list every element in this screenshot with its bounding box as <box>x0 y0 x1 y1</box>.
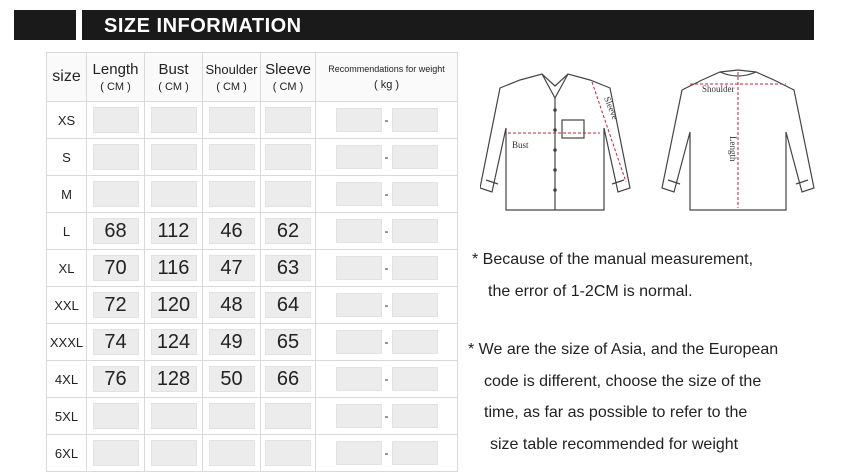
shoulder-cell <box>203 287 261 324</box>
sleeve-value <box>265 107 311 133</box>
shoulder-value <box>209 181 255 207</box>
length-label: Length <box>728 136 738 162</box>
table-row <box>47 361 458 398</box>
weight-separator: - <box>384 298 389 312</box>
length-cell <box>87 398 145 435</box>
bust-value <box>151 107 197 133</box>
weight-cell <box>316 361 458 398</box>
note1-line1: * Because of the manual measurement, <box>472 251 754 268</box>
bust-value <box>151 181 197 207</box>
weight-min-box <box>336 256 382 280</box>
weight-max-box <box>392 330 438 354</box>
bust-cell <box>145 139 203 176</box>
header-unit: ( CM ) <box>216 80 247 93</box>
header-label: Sleeve <box>265 60 311 78</box>
header-label: Recommendations for weight <box>328 63 445 74</box>
bust-cell <box>145 324 203 361</box>
note2-line1: * We are the size of Asia, and the European <box>468 341 779 358</box>
weight-cell <box>316 398 458 435</box>
table-row <box>47 250 458 287</box>
length-value: 68 <box>93 218 139 244</box>
sleeve-value <box>265 440 311 466</box>
weight-separator: - <box>384 187 389 201</box>
table-row <box>47 324 458 361</box>
bust-cell <box>145 287 203 324</box>
weight-max-box <box>392 182 438 206</box>
weight-min-box <box>336 404 382 428</box>
sleeve-value <box>265 181 311 207</box>
size-cell: M <box>47 176 87 213</box>
sleeve-cell <box>261 102 316 139</box>
weight-separator: - <box>384 446 389 460</box>
weight-separator: - <box>384 150 389 164</box>
table-header-row <box>47 53 458 102</box>
bust-value: 128 <box>151 366 197 392</box>
shoulder-value: 47 <box>209 255 255 281</box>
note1-line2: the error of 1-2CM is normal. <box>488 283 693 300</box>
shoulder-label: Shoulder <box>702 84 735 94</box>
note2-line3: time, as far as possible to refer to the <box>484 404 748 421</box>
size-cell: XXXL <box>47 324 87 361</box>
length-cell <box>87 287 145 324</box>
weight-range <box>316 182 457 206</box>
sleeve-label: Sleeve <box>602 95 621 122</box>
length-value <box>93 107 139 133</box>
weight-min-box <box>336 219 382 243</box>
header-shoulder <box>203 53 261 102</box>
weight-min-box <box>336 330 382 354</box>
length-value: 74 <box>93 329 139 355</box>
weight-separator: - <box>384 224 389 238</box>
shoulder-cell <box>203 176 261 213</box>
length-value <box>93 440 139 466</box>
table-row <box>47 102 458 139</box>
header-weight <box>316 53 458 102</box>
length-cell <box>87 176 145 213</box>
header-size <box>47 53 87 102</box>
weight-separator: - <box>384 261 389 275</box>
table-body <box>47 102 458 472</box>
weight-range <box>316 330 457 354</box>
header-unit: ( CM ) <box>272 80 304 93</box>
weight-max-box <box>392 108 438 132</box>
weight-separator: - <box>384 372 389 386</box>
weight-range <box>316 256 457 280</box>
table-row <box>47 435 458 472</box>
bust-cell <box>145 398 203 435</box>
weight-separator: - <box>384 409 389 423</box>
length-value <box>93 144 139 170</box>
header-label: Bust <box>158 60 189 78</box>
header-unit: ( kg ) <box>373 78 400 91</box>
table-row <box>47 287 458 324</box>
weight-cell <box>316 435 458 472</box>
bust-value: 120 <box>151 292 197 318</box>
weight-max-box <box>392 293 438 317</box>
size-cell: XL <box>47 250 87 287</box>
note2-line4: size table recommended for weight <box>490 436 739 453</box>
size-table <box>46 52 458 472</box>
sleeve-value: 63 <box>265 255 311 281</box>
bust-value <box>151 144 197 170</box>
size-cell: 6XL <box>47 435 87 472</box>
weight-range <box>316 404 457 428</box>
size-cell: XXL <box>47 287 87 324</box>
table-row <box>47 139 458 176</box>
weight-min-box <box>336 293 382 317</box>
weight-separator: - <box>384 335 389 349</box>
weight-cell <box>316 213 458 250</box>
length-cell <box>87 435 145 472</box>
header-label: size <box>52 68 81 85</box>
shirt-diagram <box>480 58 820 218</box>
length-value: 72 <box>93 292 139 318</box>
weight-max-box <box>392 145 438 169</box>
bust-value: 112 <box>151 218 197 244</box>
weight-cell <box>316 250 458 287</box>
weight-range <box>316 441 457 465</box>
table-row <box>47 398 458 435</box>
weight-min-box <box>336 182 382 206</box>
weight-separator: - <box>384 113 389 127</box>
sleeve-cell <box>261 176 316 213</box>
size-cell: XS <box>47 102 87 139</box>
shoulder-cell <box>203 398 261 435</box>
size-cell: L <box>47 213 87 250</box>
shoulder-value <box>209 403 255 429</box>
shoulder-cell <box>203 324 261 361</box>
weight-cell <box>316 176 458 213</box>
sleeve-value: 64 <box>265 292 311 318</box>
sleeve-value: 62 <box>265 218 311 244</box>
sleeve-cell <box>261 324 316 361</box>
bust-label: Bust <box>512 140 529 150</box>
length-cell <box>87 139 145 176</box>
sleeve-cell <box>261 213 316 250</box>
shoulder-cell <box>203 435 261 472</box>
bust-value: 116 <box>151 255 197 281</box>
sleeve-cell <box>261 398 316 435</box>
length-value <box>93 403 139 429</box>
sleeve-cell <box>261 361 316 398</box>
header-length <box>87 53 145 102</box>
bust-cell <box>145 435 203 472</box>
header-label: Shoulder <box>205 61 258 77</box>
header-label: Length <box>92 60 139 78</box>
sleeve-value <box>265 144 311 170</box>
table-row <box>47 213 458 250</box>
size-cell: 4XL <box>47 361 87 398</box>
length-value: 76 <box>93 366 139 392</box>
weight-range <box>316 293 457 317</box>
weight-max-box <box>392 219 438 243</box>
weight-cell <box>316 139 458 176</box>
banner-stripe <box>76 10 82 40</box>
sleeve-cell <box>261 287 316 324</box>
weight-max-box <box>392 256 438 280</box>
shoulder-cell <box>203 139 261 176</box>
weight-range <box>316 145 457 169</box>
length-cell <box>87 213 145 250</box>
length-cell <box>87 102 145 139</box>
header-bust <box>145 53 203 102</box>
page-title: SIZE INFORMATION <box>104 15 302 37</box>
weight-range <box>316 219 457 243</box>
weight-min-box <box>336 108 382 132</box>
weight-range <box>316 108 457 132</box>
weight-min-box <box>336 145 382 169</box>
size-cell: 5XL <box>47 398 87 435</box>
length-value <box>93 181 139 207</box>
sleeve-value: 65 <box>265 329 311 355</box>
sleeve-value: 66 <box>265 366 311 392</box>
bust-cell <box>145 361 203 398</box>
weight-max-box <box>392 404 438 428</box>
weight-min-box <box>336 441 382 465</box>
bust-value: 124 <box>151 329 197 355</box>
weight-cell <box>316 287 458 324</box>
weight-min-box <box>336 367 382 391</box>
note2-line2: code is different, choose the size of the <box>484 373 762 390</box>
weight-cell <box>316 102 458 139</box>
weight-max-box <box>392 367 438 391</box>
header-banner <box>14 10 814 40</box>
bust-cell <box>145 176 203 213</box>
bust-value <box>151 440 197 466</box>
shoulder-cell <box>203 250 261 287</box>
size-cell: S <box>47 139 87 176</box>
sleeve-value <box>265 403 311 429</box>
shoulder-cell <box>203 102 261 139</box>
shoulder-value <box>209 107 255 133</box>
sleeve-cell <box>261 435 316 472</box>
shoulder-value: 49 <box>209 329 255 355</box>
weight-max-box <box>392 441 438 465</box>
bust-cell <box>145 250 203 287</box>
table-row <box>47 176 458 213</box>
sleeve-cell <box>261 250 316 287</box>
weight-cell <box>316 324 458 361</box>
length-cell <box>87 250 145 287</box>
bust-cell <box>145 213 203 250</box>
length-value: 70 <box>93 255 139 281</box>
bust-value <box>151 403 197 429</box>
header-unit: ( CM ) <box>100 80 131 93</box>
weight-range <box>316 367 457 391</box>
sleeve-cell <box>261 139 316 176</box>
bust-cell <box>145 102 203 139</box>
shoulder-value: 46 <box>209 218 255 244</box>
length-cell <box>87 361 145 398</box>
shoulder-value: 50 <box>209 366 255 392</box>
shoulder-cell <box>203 213 261 250</box>
shoulder-value <box>209 440 255 466</box>
shoulder-value <box>209 144 255 170</box>
shoulder-cell <box>203 361 261 398</box>
header-unit: ( CM ) <box>158 80 189 93</box>
length-cell <box>87 324 145 361</box>
shoulder-value: 48 <box>209 292 255 318</box>
header-sleeve <box>261 53 316 102</box>
